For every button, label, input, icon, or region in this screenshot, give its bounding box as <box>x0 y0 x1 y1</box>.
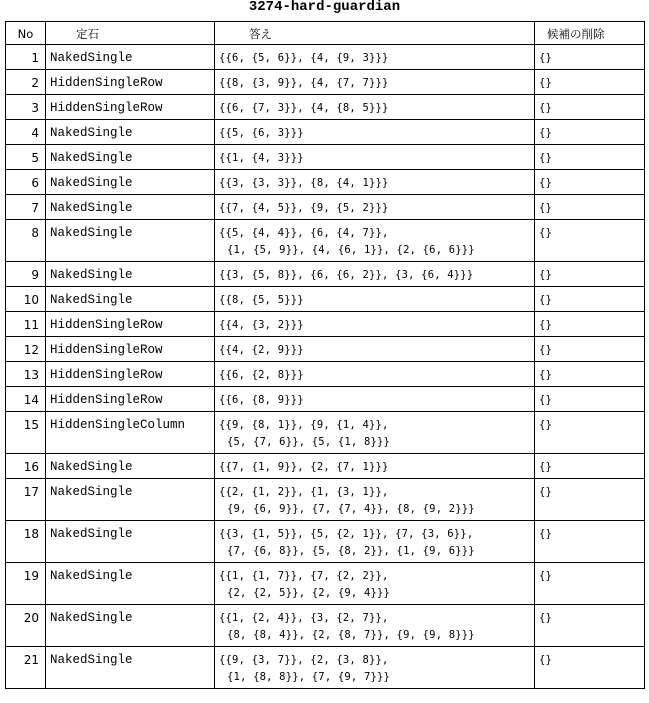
technique-cell: NakedSingle <box>46 454 215 479</box>
answer-line: {1, {8, 8}}, {7, {9, 7}}} <box>227 671 391 683</box>
answer-line: {1, {5, 9}}, {4, {6, 1}}, {2, {6, 6}}} <box>227 244 475 256</box>
row-number: 20 <box>6 605 46 647</box>
technique-cell: NakedSingle <box>46 287 215 312</box>
table-row <box>6 195 645 220</box>
table-row <box>6 120 645 145</box>
answer-line: {{5, {4, 4}}, {6, {4, 7}}, <box>219 227 389 239</box>
technique-cell: NakedSingle <box>46 220 215 262</box>
answer-line: {{6, {7, 3}}, {4, {8, 5}}} <box>219 102 389 114</box>
answer-cell <box>215 454 535 479</box>
solution-table <box>5 21 645 689</box>
row-number: 12 <box>6 337 46 362</box>
elimination-cell: {} <box>535 647 645 689</box>
answer-line: {{3, {3, 3}}, {8, {4, 1}}} <box>219 177 389 189</box>
answer-line: {{9, {8, 1}}, {9, {1, 4}}, <box>219 419 389 431</box>
answer-line: {{6, {2, 8}}} <box>219 369 304 381</box>
technique-cell: NakedSingle <box>46 145 215 170</box>
elimination-cell: {} <box>535 605 645 647</box>
table-row <box>6 362 645 387</box>
table-row <box>6 521 645 563</box>
table-row <box>6 45 645 70</box>
answer-line: {{4, {2, 9}}} <box>219 344 304 356</box>
elimination-cell: {} <box>535 220 645 262</box>
technique-cell: NakedSingle <box>46 647 215 689</box>
answer-cell <box>215 362 535 387</box>
row-number: 3 <box>6 95 46 120</box>
answer-line: {9, {6, 9}}, {7, {7, 4}}, {8, {9, 2}}} <box>227 503 475 515</box>
row-number: 16 <box>6 454 46 479</box>
answer-cell <box>215 220 535 262</box>
answer-cell <box>215 563 535 605</box>
elimination-cell: {} <box>535 521 645 563</box>
row-number: 17 <box>6 479 46 521</box>
answer-cell <box>215 262 535 287</box>
answer-line: {{8, {3, 9}}, {4, {7, 7}}} <box>219 77 389 89</box>
answer-line: {{6, {8, 9}}} <box>219 394 304 406</box>
answer-line: {{1, {1, 7}}, {7, {2, 2}}, <box>219 570 389 582</box>
row-number: 18 <box>6 521 46 563</box>
row-number: 4 <box>6 120 46 145</box>
elimination-cell: {} <box>535 70 645 95</box>
answer-line: {{2, {1, 2}}, {1, {3, 1}}, <box>219 486 389 498</box>
answer-cell <box>215 95 535 120</box>
technique-cell: NakedSingle <box>46 120 215 145</box>
answer-cell <box>215 120 535 145</box>
answer-cell <box>215 337 535 362</box>
elimination-cell: {} <box>535 287 645 312</box>
answer-cell <box>215 195 535 220</box>
answer-line: {{1, {2, 4}}, {3, {2, 7}}, <box>219 612 389 624</box>
row-number: 8 <box>6 220 46 262</box>
elimination-cell: {} <box>535 362 645 387</box>
elimination-cell: {} <box>535 95 645 120</box>
row-number: 1 <box>6 45 46 70</box>
technique-cell: NakedSingle <box>46 563 215 605</box>
answer-cell <box>215 479 535 521</box>
technique-cell: HiddenSingleRow <box>46 387 215 412</box>
row-number: 19 <box>6 563 46 605</box>
elimination-cell: {} <box>535 195 645 220</box>
header-elimination: 候補の削除 <box>535 22 645 45</box>
elimination-cell: {} <box>535 145 645 170</box>
technique-cell: NakedSingle <box>46 262 215 287</box>
header-answer: 答え <box>215 22 535 45</box>
answer-line: {{4, {3, 2}}} <box>219 319 304 331</box>
table-row <box>6 647 645 689</box>
elimination-cell: {} <box>535 387 645 412</box>
table-body <box>6 45 645 689</box>
elimination-cell: {} <box>535 454 645 479</box>
answer-cell <box>215 387 535 412</box>
header-technique: 定石 <box>46 22 215 45</box>
answer-cell <box>215 412 535 454</box>
page-title: 3274-hard-guardian <box>248 0 401 15</box>
answer-line: {{5, {6, 3}}} <box>219 127 304 139</box>
table-row <box>6 262 645 287</box>
table-row <box>6 220 645 262</box>
row-number: 21 <box>6 647 46 689</box>
table-row <box>6 412 645 454</box>
answer-cell <box>215 287 535 312</box>
technique-cell: HiddenSingleRow <box>46 95 215 120</box>
table-row <box>6 454 645 479</box>
table-row <box>6 145 645 170</box>
answer-line: {5, {7, 6}}, {5, {1, 8}}} <box>227 436 391 448</box>
technique-cell: HiddenSingleColumn <box>46 412 215 454</box>
technique-cell: NakedSingle <box>46 605 215 647</box>
answer-cell <box>215 70 535 95</box>
elimination-cell: {} <box>535 120 645 145</box>
row-number: 2 <box>6 70 46 95</box>
table-row <box>6 479 645 521</box>
elimination-cell: {} <box>535 412 645 454</box>
answer-line: {{1, {4, 3}}} <box>219 152 304 164</box>
answer-line: {{6, {5, 6}}, {4, {9, 3}}} <box>219 52 389 64</box>
elimination-cell: {} <box>535 45 645 70</box>
elimination-cell: {} <box>535 337 645 362</box>
table-row <box>6 563 645 605</box>
header-no: No <box>6 22 46 45</box>
row-number: 9 <box>6 262 46 287</box>
answer-line: {8, {8, 4}}, {2, {8, 7}}, {9, {9, 8}}} <box>227 629 475 641</box>
answer-cell <box>215 605 535 647</box>
table-row <box>6 170 645 195</box>
answer-line: {{7, {4, 5}}, {9, {5, 2}}} <box>219 202 389 214</box>
answer-cell <box>215 521 535 563</box>
row-number: 13 <box>6 362 46 387</box>
row-number: 15 <box>6 412 46 454</box>
row-number: 10 <box>6 287 46 312</box>
answer-cell <box>215 647 535 689</box>
row-number: 7 <box>6 195 46 220</box>
elimination-cell: {} <box>535 170 645 195</box>
row-number: 5 <box>6 145 46 170</box>
technique-cell: NakedSingle <box>46 170 215 195</box>
answer-line: {{3, {5, 8}}, {6, {6, 2}}, {3, {6, 4}}} <box>219 269 474 281</box>
technique-cell: HiddenSingleRow <box>46 337 215 362</box>
table-row <box>6 95 645 120</box>
answer-line: {2, {2, 5}}, {2, {9, 4}}} <box>227 587 391 599</box>
row-number: 6 <box>6 170 46 195</box>
table-row <box>6 337 645 362</box>
answer-cell <box>215 312 535 337</box>
table-row <box>6 387 645 412</box>
technique-cell: NakedSingle <box>46 521 215 563</box>
technique-cell: NakedSingle <box>46 195 215 220</box>
technique-cell: NakedSingle <box>46 479 215 521</box>
answer-cell <box>215 170 535 195</box>
technique-cell: HiddenSingleRow <box>46 70 215 95</box>
elimination-cell: {} <box>535 563 645 605</box>
elimination-cell: {} <box>535 479 645 521</box>
answer-cell <box>215 45 535 70</box>
table-row <box>6 312 645 337</box>
answer-cell <box>215 145 535 170</box>
technique-cell: NakedSingle <box>46 45 215 70</box>
table-row <box>6 287 645 312</box>
elimination-cell: {} <box>535 312 645 337</box>
table-header-row <box>6 22 645 45</box>
answer-line: {{7, {1, 9}}, {2, {7, 1}}} <box>219 461 389 473</box>
table-row <box>6 605 645 647</box>
answer-line: {{3, {1, 5}}, {5, {2, 1}}, {7, {3, 6}}, <box>219 528 474 540</box>
answer-line: {7, {6, 8}}, {5, {8, 2}}, {1, {9, 6}}} <box>227 545 475 557</box>
technique-cell: HiddenSingleRow <box>46 312 215 337</box>
answer-line: {{9, {3, 7}}, {2, {3, 8}}, <box>219 654 389 666</box>
technique-cell: HiddenSingleRow <box>46 362 215 387</box>
table-row <box>6 70 645 95</box>
row-number: 14 <box>6 387 46 412</box>
row-number: 11 <box>6 312 46 337</box>
elimination-cell: {} <box>535 262 645 287</box>
answer-line: {{8, {5, 5}}} <box>219 294 304 306</box>
